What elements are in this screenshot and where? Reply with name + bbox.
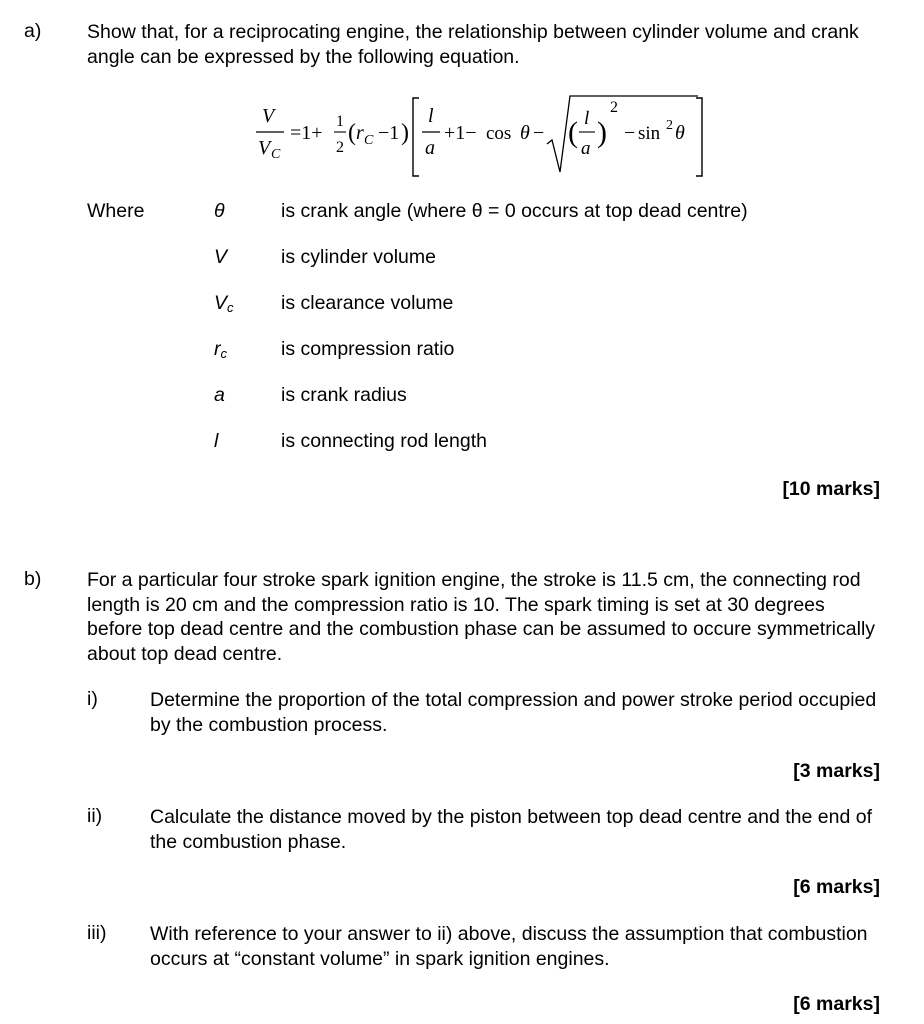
definition-rc: is compression ratio — [281, 338, 455, 360]
svg-text:): ) — [401, 120, 409, 146]
volume-equation — [250, 92, 710, 188]
svg-text:C: C — [364, 133, 374, 148]
subpart-ii-text: Calculate the distance moved by the piston between top dead centre and the end of the combustion phase. — [150, 806, 872, 853]
svg-text:V: V — [258, 137, 271, 159]
svg-text:−: − — [624, 122, 636, 144]
svg-text:V: V — [262, 105, 275, 127]
svg-text:2: 2 — [336, 139, 344, 156]
svg-text:θ: θ — [675, 122, 685, 144]
part-b-intro: For a particular four stroke spark ignition engine, the stroke is 11.5 cm, the connecting rod length is 20 cm and the compression ratio is 10. The spark timing is set at 30 degrees before top dead centre and the combustion phase can be assumed to occure symmetrically about top dead centre. — [87, 569, 876, 665]
svg-text:1: 1 — [336, 113, 344, 130]
part-a-label: a) — [24, 20, 42, 42]
symbol-v: V — [214, 246, 228, 268]
symbol-theta: θ — [214, 200, 225, 222]
where-label: Where — [87, 200, 145, 222]
svg-text:2: 2 — [666, 118, 673, 133]
definition-vc: is clearance volume — [281, 292, 454, 314]
subpart-i-marks: [3 marks] — [793, 760, 880, 782]
svg-text:l: l — [428, 105, 434, 127]
svg-text:cos: cos — [486, 123, 512, 144]
subpart-ii-label: ii) — [87, 805, 103, 827]
part-b-label: b) — [24, 568, 42, 590]
svg-text:−: − — [533, 122, 545, 144]
part-a-marks: [10 marks] — [782, 478, 880, 500]
svg-text:a: a — [581, 138, 591, 159]
svg-text:2: 2 — [610, 99, 618, 116]
symbol-a: a — [214, 384, 225, 406]
definition-a: is crank radius — [281, 384, 407, 406]
svg-text:): ) — [597, 116, 607, 149]
svg-text:r: r — [356, 122, 364, 144]
definition-theta: is crank angle (where θ = 0 occurs at top dead centre) — [281, 200, 748, 222]
subpart-i-text: Determine the proportion of the total compression and power stroke period occupied by the combustion process. — [150, 689, 877, 736]
part-a-intro: Show that, for a reciprocating engine, the relationship between cylinder volume and crank angle can be expressed by the following equation. — [87, 21, 859, 68]
symbol-rc: $r_c$ — [214, 338, 227, 361]
svg-text:(: ( — [348, 120, 356, 146]
svg-text:l: l — [584, 108, 590, 129]
subpart-i-label: i) — [87, 688, 98, 710]
svg-text:a: a — [425, 137, 435, 159]
svg-text:(: ( — [568, 116, 578, 149]
subpart-iii-label: iii) — [87, 922, 107, 944]
definition-l: is connecting rod length — [281, 430, 487, 452]
svg-text:C: C — [271, 147, 281, 162]
definition-v: is cylinder volume — [281, 246, 436, 268]
svg-text:+1−: +1− — [444, 122, 477, 144]
svg-text:sin: sin — [638, 123, 661, 144]
subpart-iii-marks: [6 marks] — [793, 993, 880, 1015]
svg-text:−1: −1 — [378, 122, 400, 144]
subpart-ii-marks: [6 marks] — [793, 876, 880, 898]
svg-text:θ: θ — [520, 122, 530, 144]
symbol-vc: $V_c$ — [214, 292, 234, 315]
subpart-iii-text: With reference to your answer to ii) above, discuss the assumption that combustion occurs at “constant volume” in spark ignition engines. — [150, 923, 868, 970]
symbol-l: l — [214, 430, 219, 452]
svg-text:=1+: =1+ — [290, 122, 323, 144]
